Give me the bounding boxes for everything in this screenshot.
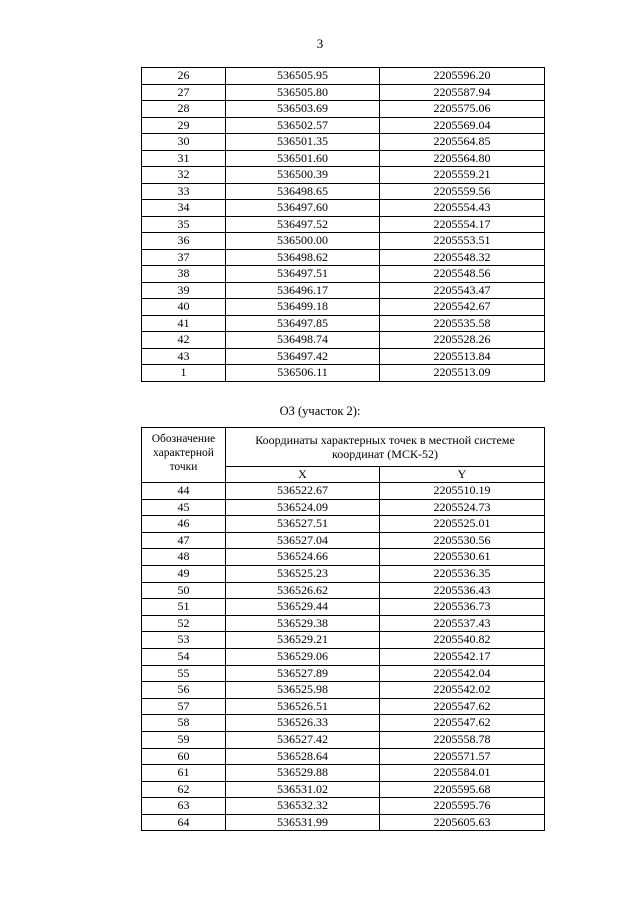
table-row (142, 632, 545, 649)
table-row (142, 765, 545, 782)
point-number-cell: 35 (142, 216, 226, 233)
x-coordinate-cell: 536525.23 (226, 565, 380, 582)
y-coordinate-cell: 2205575.06 (380, 101, 545, 118)
x-coordinate-cell: 536524.66 (226, 549, 380, 566)
point-number-cell: 43 (142, 348, 226, 365)
point-number-cell: 28 (142, 101, 226, 118)
y-coordinate-cell: 2205548.56 (380, 266, 545, 283)
table-row (142, 117, 545, 134)
point-number-cell: 49 (142, 565, 226, 582)
y-coordinate-cell: 2205540.82 (380, 632, 545, 649)
y-coordinate-cell: 2205510.19 (380, 483, 545, 500)
x-coordinate-cell: 536497.52 (226, 216, 380, 233)
x-coordinate-cell: 536500.00 (226, 233, 380, 250)
x-coordinate-cell: 536526.51 (226, 698, 380, 715)
y-coordinate-cell: 2205587.94 (380, 84, 545, 101)
table-row (142, 648, 545, 665)
point-number-cell: 26 (142, 68, 226, 85)
y-coordinate-cell: 2205513.09 (380, 365, 545, 382)
y-coordinate-cell: 2205547.62 (380, 715, 545, 732)
coordinates-table-area-2-body (142, 483, 545, 831)
x-coordinate-cell: 536498.62 (226, 249, 380, 266)
table-row (142, 365, 545, 382)
table-row (142, 282, 545, 299)
y-coordinate-cell: 2205528.26 (380, 332, 545, 349)
y-coordinate-cell: 2205530.61 (380, 549, 545, 566)
y-coordinate-cell: 2205559.56 (380, 183, 545, 200)
point-number-cell: 30 (142, 134, 226, 151)
y-coordinate-cell: 2205569.04 (380, 117, 545, 134)
x-column-header: X (226, 467, 380, 483)
point-number-cell: 64 (142, 814, 226, 831)
x-coordinate-cell: 536526.62 (226, 582, 380, 599)
table-row (142, 150, 545, 167)
x-coordinate-cell: 536529.44 (226, 599, 380, 616)
point-number-cell: 61 (142, 765, 226, 782)
coordinates-column-header: Координаты характерных точек в местной системе координат (МСК-52) (226, 428, 545, 467)
x-coordinate-cell: 536497.42 (226, 348, 380, 365)
y-coordinate-cell: 2205554.17 (380, 216, 545, 233)
y-coordinate-cell: 2205536.35 (380, 565, 545, 582)
table-row (142, 134, 545, 151)
x-coordinate-cell: 536525.98 (226, 682, 380, 699)
point-number-cell: 44 (142, 483, 226, 500)
point-number-cell: 45 (142, 499, 226, 516)
x-coordinate-cell: 536522.67 (226, 483, 380, 500)
x-coordinate-cell: 536529.88 (226, 765, 380, 782)
point-number-cell: 38 (142, 266, 226, 283)
x-coordinate-cell: 536501.35 (226, 134, 380, 151)
y-coordinate-cell: 2205559.21 (380, 167, 545, 184)
x-coordinate-cell: 536496.17 (226, 282, 380, 299)
table-row (142, 499, 545, 516)
y-coordinate-cell: 2205525.01 (380, 516, 545, 533)
y-coordinate-cell: 2205537.43 (380, 615, 545, 632)
x-coordinate-cell: 536527.04 (226, 532, 380, 549)
point-number-cell: 46 (142, 516, 226, 533)
point-number-cell: 32 (142, 167, 226, 184)
point-number-cell: 34 (142, 200, 226, 217)
y-coordinate-cell: 2205530.56 (380, 532, 545, 549)
y-coordinate-cell: 2205543.47 (380, 282, 545, 299)
table-row (142, 332, 545, 349)
point-number-cell: 56 (142, 682, 226, 699)
y-coordinate-cell: 2205542.04 (380, 665, 545, 682)
x-coordinate-cell: 536505.80 (226, 84, 380, 101)
table-row (142, 698, 545, 715)
x-coordinate-cell: 536529.06 (226, 648, 380, 665)
table-row (142, 715, 545, 732)
point-number-cell: 48 (142, 549, 226, 566)
point-number-cell: 58 (142, 715, 226, 732)
y-column-header: Y (380, 467, 545, 483)
point-number-cell: 29 (142, 117, 226, 134)
y-coordinate-cell: 2205513.84 (380, 348, 545, 365)
y-coordinate-cell: 2205542.02 (380, 682, 545, 699)
point-number-cell: 31 (142, 150, 226, 167)
table-row (142, 101, 545, 118)
point-number-cell: 62 (142, 781, 226, 798)
x-coordinate-cell: 536532.32 (226, 798, 380, 815)
table-row (142, 68, 545, 85)
point-number-cell: 40 (142, 299, 226, 316)
x-coordinate-cell: 536497.60 (226, 200, 380, 217)
point-number-cell: 41 (142, 315, 226, 332)
y-coordinate-cell: 2205536.43 (380, 582, 545, 599)
section-caption: ОЗ (участок 2): (279, 404, 361, 418)
table-row (142, 516, 545, 533)
y-coordinate-cell: 2205553.51 (380, 233, 545, 250)
table-row (142, 315, 545, 332)
y-coordinate-cell: 2205571.57 (380, 748, 545, 765)
x-coordinate-cell: 536529.38 (226, 615, 380, 632)
point-number-cell: 39 (142, 282, 226, 299)
table-row (142, 798, 545, 815)
x-coordinate-cell: 536497.85 (226, 315, 380, 332)
point-number-cell: 37 (142, 249, 226, 266)
table-row (142, 249, 545, 266)
table-row (142, 781, 545, 798)
x-coordinate-cell: 536529.21 (226, 632, 380, 649)
x-coordinate-cell: 536526.33 (226, 715, 380, 732)
y-coordinate-cell: 2205564.80 (380, 150, 545, 167)
coordinates-table-continued-body (142, 68, 545, 382)
table-row (142, 682, 545, 699)
table-row (142, 599, 545, 616)
y-coordinate-cell: 2205542.67 (380, 299, 545, 316)
y-coordinate-cell: 2205605.63 (380, 814, 545, 831)
point-number-cell: 60 (142, 748, 226, 765)
coordinates-table-area-2 (141, 427, 545, 831)
point-number-cell: 47 (142, 532, 226, 549)
point-number-cell: 55 (142, 665, 226, 682)
y-coordinate-cell: 2205542.17 (380, 648, 545, 665)
point-number-cell: 54 (142, 648, 226, 665)
point-number-cell: 63 (142, 798, 226, 815)
x-coordinate-cell: 536527.51 (226, 516, 380, 533)
x-coordinate-cell: 536524.09 (226, 499, 380, 516)
y-coordinate-cell: 2205596.20 (380, 68, 545, 85)
y-coordinate-cell: 2205584.01 (380, 765, 545, 782)
table-row (142, 814, 545, 831)
table-row (142, 483, 545, 500)
point-number-cell: 33 (142, 183, 226, 200)
x-coordinate-cell: 536531.99 (226, 814, 380, 831)
point-number-cell: 51 (142, 599, 226, 616)
point-column-header: Обозначение характерной точки (142, 428, 226, 483)
x-coordinate-cell: 536499.18 (226, 299, 380, 316)
table-row (142, 665, 545, 682)
y-coordinate-cell: 2205535.58 (380, 315, 545, 332)
y-coordinate-cell: 2205554.43 (380, 200, 545, 217)
point-number-cell: 42 (142, 332, 226, 349)
point-number-cell: 50 (142, 582, 226, 599)
x-coordinate-cell: 536506.11 (226, 365, 380, 382)
table-row (142, 565, 545, 582)
page-number: 3 (316, 36, 324, 51)
point-number-cell: 53 (142, 632, 226, 649)
table-row (142, 532, 545, 549)
table-row (142, 266, 545, 283)
table-row (142, 549, 545, 566)
table-row (142, 348, 545, 365)
x-coordinate-cell: 536531.02 (226, 781, 380, 798)
y-coordinate-cell: 2205536.73 (380, 599, 545, 616)
table-row (142, 615, 545, 632)
table-header-row (142, 428, 545, 467)
x-coordinate-cell: 536498.74 (226, 332, 380, 349)
y-coordinate-cell: 2205548.32 (380, 249, 545, 266)
x-coordinate-cell: 536505.95 (226, 68, 380, 85)
point-number-cell: 52 (142, 615, 226, 632)
x-coordinate-cell: 536527.89 (226, 665, 380, 682)
coordinates-table-continued (141, 67, 545, 382)
x-coordinate-cell: 536502.57 (226, 117, 380, 134)
y-coordinate-cell: 2205564.85 (380, 134, 545, 151)
table-row (142, 731, 545, 748)
table-row (142, 84, 545, 101)
point-number-cell: 27 (142, 84, 226, 101)
y-coordinate-cell: 2205595.68 (380, 781, 545, 798)
x-coordinate-cell: 536503.69 (226, 101, 380, 118)
x-coordinate-cell: 536497.51 (226, 266, 380, 283)
table-row (142, 183, 545, 200)
x-coordinate-cell: 536527.42 (226, 731, 380, 748)
y-coordinate-cell: 2205558.78 (380, 731, 545, 748)
x-coordinate-cell: 536528.64 (226, 748, 380, 765)
table-row (142, 582, 545, 599)
table-row (142, 299, 545, 316)
point-number-cell: 57 (142, 698, 226, 715)
y-coordinate-cell: 2205524.73 (380, 499, 545, 516)
point-number-cell: 59 (142, 731, 226, 748)
x-coordinate-cell: 536500.39 (226, 167, 380, 184)
point-number-cell: 1 (142, 365, 226, 382)
x-coordinate-cell: 536501.60 (226, 150, 380, 167)
table-row (142, 216, 545, 233)
y-coordinate-cell: 2205547.62 (380, 698, 545, 715)
table-row (142, 167, 545, 184)
table-row (142, 233, 545, 250)
table-row (142, 748, 545, 765)
x-coordinate-cell: 536498.65 (226, 183, 380, 200)
table-row (142, 200, 545, 217)
y-coordinate-cell: 2205595.76 (380, 798, 545, 815)
point-number-cell: 36 (142, 233, 226, 250)
